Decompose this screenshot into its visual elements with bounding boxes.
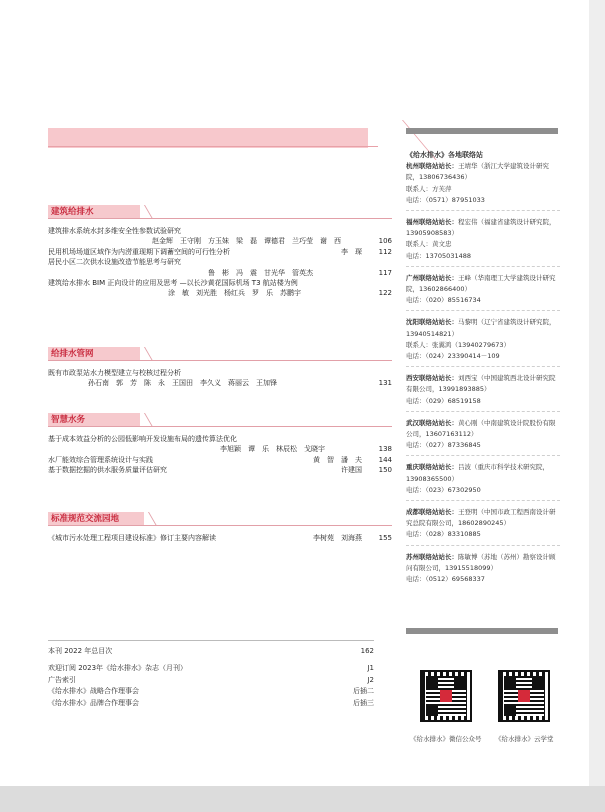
station-head-line [406,317,560,339]
station-head-line [406,161,560,183]
toc-entry[interactable] [48,257,392,278]
contact-station [406,552,560,590]
toc-entry[interactable] [48,247,392,257]
station-body: 刘西宝（中国建筑西北设计研究院有限公司，13991893885） [406,374,556,394]
station-body: 王登明（中国市政工程西南设计研究总院有限公司，18602890245） [406,508,556,528]
station-body: 黄心刚（中南建筑设计院股份有限公司，13607163112） [406,418,556,439]
entry-title: 《城市污水处理工程项目建设标准》修订主要内容解读 [48,534,216,542]
contacts-column [406,150,560,595]
entry-title: 既有市政泵站水力模型建立与校核过程分析 [48,369,181,377]
section-heading: 智慧水务 [48,413,140,427]
station-detail: 电话：（029）68519158 [406,396,481,405]
logo-icon [518,690,530,702]
index-label: 本刊 2022 年总目次 [48,647,113,655]
entry-title: 建筑排水系统水封多维安全性参数试验研究 [48,227,181,235]
station-head: 广州联络站站长： [406,273,458,282]
section-rule [48,525,392,526]
entry-title: 建筑给水排水 BIM 正向设计的应用及思考 —以长沙黄花国际机场 T3 航站楼为例 [48,279,298,288]
station-detail: 联系人：方芙萍 [406,184,452,193]
index-row[interactable] [48,698,374,709]
wechat-qr-caption: 《给水排水》微信公众号 [410,735,482,743]
entry-page: 112 [378,247,392,256]
index-page: J2 [367,675,374,684]
top-band-line [48,146,378,147]
entry-authors: 涂 敏 刘光胜 杨红兵 罗 乐 苏鹏宇 [168,289,301,298]
index-row[interactable] [48,663,374,674]
entry-page: 131 [378,379,392,388]
contacts-top-bar [406,128,558,134]
cloud-class-qr-code[interactable] [498,670,550,722]
index-rule [48,640,374,641]
section-standards [48,512,392,543]
index-row[interactable] [48,686,374,697]
station-head: 西安联络站站长： [406,374,458,383]
station-head: 沈阳联络站站长： [406,318,458,327]
index-page: 后插三 [353,698,374,707]
contact-station [406,373,560,412]
entry-authors: 李树苑 刘海燕 [313,534,362,542]
station-head: 杭州联络站站长： [406,162,458,171]
station-detail: 电话：（027）87336845 [406,441,481,450]
entry-title: 居民小区二次供水设施改造节能思考与研究 [48,258,181,267]
section-rule [48,218,392,219]
entry-page: 138 [378,445,392,454]
contacts-title: 《给水排水》各地联络站 [406,151,483,159]
contacts-bottom-bar [406,628,558,634]
section-heading: 给排水管网 [48,347,140,361]
station-head: 重庆联络站站长： [406,463,458,472]
station-head: 苏州联络站站长： [406,552,458,561]
station-head: 成都联络站站长： [406,508,458,517]
station-head-line [406,217,560,239]
entry-authors: 赵金辉 王守刚 方玉妹 梁 磊 谭德君 兰巧莹 谢 西 [152,237,341,246]
contact-station [406,273,560,312]
section-pipe-network [48,347,392,389]
station-body: 吕波（重庆市科学技术研究院，13908365500） [406,463,549,483]
toc-entry[interactable] [48,455,392,465]
contact-station [406,161,560,211]
entry-authors: 鲁 彬 冯 震 甘光华 管英杰 [208,268,313,277]
toc-entry[interactable] [48,533,392,543]
station-head-line [406,552,560,574]
section-rule [48,426,392,427]
station-detail: 电话：（0512）69568337 [406,575,485,584]
station-detail: 联系人：张翼鸿（13940279673） [406,340,510,349]
station-detail: 联系人：黄文忠 [406,240,452,249]
index-page: J1 [367,664,374,673]
page-right-shadow [589,0,605,786]
index-label: 欢迎订阅 2023年《给水排水》杂志（月刊） [48,664,188,673]
station-body: 王靖华（浙江大学建筑设计研究院，13806736436） [406,162,549,182]
entry-authors: 黄 智 潘 夫 [313,455,362,464]
station-detail: 电话：13705031488 [406,251,471,260]
toc-entry[interactable] [48,278,392,299]
station-detail: 电话：（024）23390414－109 [406,352,500,361]
station-body: 程宏伟（福建省建筑设计研究院，13905908583） [406,218,556,238]
logo-icon [440,690,452,702]
wechat-qr-code[interactable] [420,670,472,722]
station-head-line [406,273,560,295]
contact-station [406,217,560,267]
index-label: 《给水排水》战略合作理事会 [48,687,139,696]
entry-title: 水厂能效综合管理系统设计与实践 [48,455,153,464]
index-page: 后插二 [353,687,374,696]
contact-station [406,317,560,367]
station-detail: 电话：（0571）87951033 [406,195,485,204]
entry-page: 155 [378,534,392,542]
entry-title: 基于数据挖掘的供水服务质量评估研究 [48,466,167,475]
station-body: 王峰（华南理工大学建筑设计研究院，13602866400） [406,273,556,294]
contact-station [406,507,560,546]
station-head-line [406,462,560,484]
index-page: 162 [360,647,374,655]
station-body: 马黎明（辽宁省建筑设计研究院，13940514821） [406,318,556,338]
top-decorative-band [48,128,368,148]
page-bottom-shadow [0,786,605,812]
entry-page: 144 [378,455,392,464]
section-rule [48,360,392,361]
station-head: 武汉联络站站长： [406,418,458,427]
entry-authors: 孙石南 郭 芳 陈 永 王国田 李久义 蒋丽云 王加锋 [88,379,277,388]
index-row[interactable] [48,675,374,686]
station-detail: 电话：（023）67302950 [406,485,481,494]
station-head: 福州联络站站长： [406,218,458,227]
section-heading: 建筑给排水 [48,205,140,219]
station-body: 陈敏博（苏地（苏州）勘察设计顾问有限公司，13915518099） [406,552,556,572]
index-label: 《给水排水》品牌合作理事会 [48,698,139,707]
entry-page: 122 [378,289,392,298]
contact-station [406,418,560,457]
cloud-class-qr-caption: 《给水排水》云学堂 [495,735,554,743]
station-detail: 电话：（028）83310885 [406,530,481,539]
index-label: 广告索引 [48,675,76,684]
toc-entry[interactable] [48,465,392,475]
contacts-list [406,161,560,589]
station-detail: 电话：（020）85516734 [406,296,481,305]
index-list [48,646,374,709]
station-head-line [406,507,560,529]
entry-authors: 许建国 [341,466,362,475]
entry-page: 106 [378,237,392,246]
entry-page: 150 [378,466,392,475]
section-heading: 标准规范交流园地 [48,512,144,526]
section-building-water [48,205,392,299]
contact-station [406,462,560,501]
toc-entry[interactable] [48,434,392,455]
section-smart-water [48,413,392,476]
index-row[interactable] [48,646,374,657]
entry-title: 基于成本效益分析的公园低影响开发设施布局的遗传算法优化 [48,435,237,443]
station-head-line [406,418,560,440]
toc-entry[interactable] [48,368,392,389]
toc-entry[interactable] [48,226,392,247]
entry-authors: 李 琛 [341,247,362,256]
station-head-line [406,373,560,395]
entry-title: 民用机场场道区域作为内涝重现期下调蓄空间的可行性分析 [48,247,230,256]
entry-authors: 李旭颖 谭 乐 林辰松 戈晓宇 [220,445,325,454]
entry-page: 117 [378,268,392,277]
